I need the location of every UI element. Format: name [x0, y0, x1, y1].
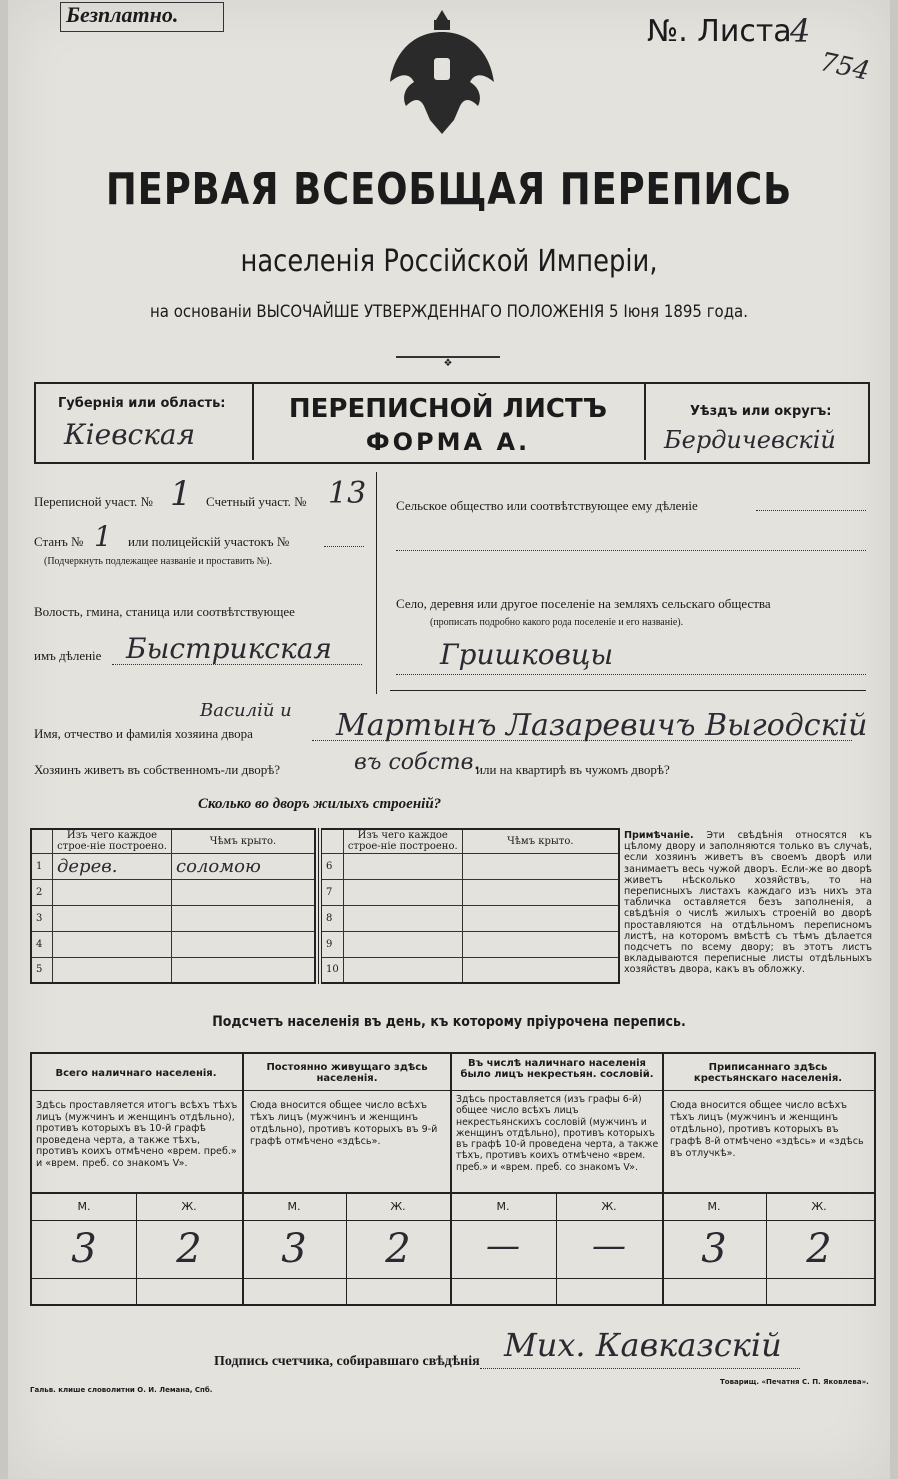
f-header: Ж. [390, 1200, 406, 1213]
col3-header: Въ числѣ наличнаго населенія было лицъ некрестьян. сословій. [460, 1058, 654, 1080]
buildings-note [624, 830, 872, 976]
roof-cell [462, 853, 619, 879]
roof-cell [462, 879, 619, 905]
row-number: 10 [320, 957, 343, 983]
basis-line: на основаніи ВЫСОЧАЙШЕ УТВЕРЖДЕННАГО ПОЛОЖЕНІЯ 5 Іюня 1895 года. [150, 302, 748, 322]
material-cell [343, 957, 462, 983]
gubernia-label: Губернія или область: [58, 396, 226, 411]
volost-label: Волость, гмина, станица или соотвѣтствующее [34, 604, 295, 619]
col2-m-value: 3 [281, 1226, 307, 1272]
sheet-number-value: 4 [790, 12, 811, 50]
row-number: 4 [31, 931, 53, 957]
selskoe-label: Сельское общество или соотвѣтствующее ему дѣленіе [396, 498, 698, 513]
population-title: Подсчетъ населенія въ день, къ которому пріурочена перепись. [212, 1014, 686, 1030]
m-header: М. [496, 1200, 510, 1213]
ornament: ❖ [396, 356, 500, 368]
note-text: Эти свѣдѣнія относятся къ цѣлому двору и заполняются только въ случаѣ, если хозяинъ живетъ въ своемъ дворѣ или занимаетъ весь чужой дворъ. Если-же во дворѣ живетъ нѣсколько хозяйствъ, то на переписныхъ листахъ каждаго изъ нихъ эта табличка оставляется безъ заполненія, а свѣдѣнія о числѣ жилыхъ строеній во дворѣ проставляются на отдѣльномъ переписномъ листѣ, на которомъ вмѣстѣ съ тѣмъ дѣлается подсчетъ по всему двору; въ этотъ листъ вкладываются переписные листы отдѣльныхъ хозяйствъ двора, какъ въ обложку. [624, 830, 872, 976]
col4-header: Приписаннаго здѣсь крестьянскаго населенія. [693, 1062, 843, 1084]
owner-or-label: или на квартирѣ въ чужомъ дворѣ? [476, 762, 670, 777]
stan-value: 1 [94, 520, 112, 553]
row-number: 2 [31, 879, 53, 905]
material-cell [343, 853, 462, 879]
m-header: М. [77, 1200, 91, 1213]
col3-f-value: — [592, 1226, 626, 1266]
signature-value: Мих. Кавказскій [504, 1326, 782, 1364]
underline-note: (Подчеркнуть подлежащее названіе и проставить №). [44, 556, 272, 567]
f-header: Ж. [811, 1200, 827, 1213]
col3-desc: Здѣсь проставляется (изъ графы 6-й) общее число всѣхъ лицъ некрестьянскихъ сословій (мужчинъ и женщинъ отдѣльно), противъ которыхъ въ графѣ 10-й проведена черта, а также тѣхъ, противъ коихъ отмѣчено «врем. преб.» и «врем. преб. со знакомъ V». [456, 1094, 659, 1173]
signature-label: Подпись счетчика, собиравшаго свѣдѣнія [214, 1354, 480, 1369]
roof-cell [172, 905, 316, 931]
row-number: 8 [320, 905, 343, 931]
roof-cell [462, 931, 619, 957]
material-cell: дерев. [53, 853, 172, 879]
roof-cell [172, 931, 316, 957]
row-number: 6 [320, 853, 343, 879]
uezd-label: Уѣздъ или округъ: [690, 404, 832, 419]
col-roof-header: Чѣмъ крыто. [462, 829, 619, 853]
col2-desc: Сюда вносится общее число всѣхъ тѣхъ лицъ (мужчинъ и женщинъ отдѣльно), противъ которыхъ въ 9-й графѣ отмѣчено «здѣсь». [250, 1100, 438, 1147]
volost-label-2: имъ дѣленіе [34, 648, 102, 663]
police-label: или полицейскій участокъ № [128, 534, 290, 549]
roof-cell [172, 957, 316, 983]
schetny-label: Счетный участ. № [206, 494, 307, 509]
material-cell [53, 931, 172, 957]
material-cell [53, 879, 172, 905]
main-title: ПЕРВАЯ ВСЕОБЩАЯ ПЕРЕПИСЬ [105, 164, 793, 215]
col4-desc: Сюда вносится общее число всѣхъ тѣхъ лицъ (мужчинъ и женщинъ отдѣльно), противъ которыхъ въ графѣ 8-й отмѣчено «здѣсь» и «здѣсь въ отлучкѣ». [670, 1100, 864, 1159]
form-title: ПЕРЕПИСНОЙ ЛИСТЪ [288, 394, 608, 424]
m-header: М. [707, 1200, 721, 1213]
col-material-header: Изъ чего каждое строе-ніе построено. [343, 829, 462, 853]
gubernia-value: Кіевская [64, 418, 196, 451]
col1-m-value: 3 [71, 1226, 97, 1272]
note-title: Примѣчаніе. [624, 830, 694, 841]
roof-cell [172, 879, 316, 905]
uezd-value: Бердичевскій [664, 426, 836, 454]
roof-cell [462, 905, 619, 931]
material-cell [53, 905, 172, 931]
material-cell [343, 879, 462, 905]
col1-header: Всего наличнаго населенія. [55, 1068, 217, 1079]
selo-value: Гришковцы [440, 638, 614, 671]
owner-name-value: Мартынъ Лазаревичъ Выгодскій [336, 708, 868, 743]
col-material-header: Изъ чего каждое строе-ніе построено. [53, 829, 172, 853]
row-number: 7 [320, 879, 343, 905]
selo-note: (прописать подробно какого рода поселеніе и его названіе). [430, 617, 684, 628]
volost-value: Быстрикская [126, 632, 332, 665]
owner-lives-label: Хозяинъ живетъ въ собственномъ-ли дворѣ? [34, 762, 281, 777]
col4-f-value: 2 [806, 1226, 832, 1272]
roof-cell: соломою [172, 853, 316, 879]
col2-header: Постоянно живущаго здѣсь населенія. [266, 1062, 428, 1084]
owner-name-prefix: Василій и [200, 700, 292, 721]
schetny-value: 13 [328, 476, 367, 511]
f-header: Ж. [181, 1200, 197, 1213]
row-number: 1 [31, 853, 53, 879]
imperial-eagle-icon [384, 2, 500, 144]
owner-lives-value: въ собств. [354, 750, 481, 775]
col3-m-value: — [486, 1226, 520, 1266]
buildings-question: Сколько во дворъ жилыхъ строеній? [198, 796, 442, 812]
buildings-table-left [30, 828, 316, 984]
row-number: 5 [31, 957, 53, 983]
form-name: ФОРМА А. [365, 428, 531, 456]
material-cell [343, 931, 462, 957]
col4-m-value: 3 [701, 1226, 727, 1272]
f-header: Ж. [601, 1200, 617, 1213]
row-number: 9 [320, 931, 343, 957]
corner-number: 754 [817, 47, 873, 87]
col2-f-value: 2 [385, 1226, 411, 1272]
sheet-number-label: №. Листа [647, 14, 792, 49]
perepis-uchast-label: Переписной участ. № [34, 494, 153, 509]
stan-label: Станъ № [34, 534, 84, 549]
footer-left: Гальв. клише словолитни О. И. Лемана, Спб. [30, 1386, 213, 1394]
m-header: М. [287, 1200, 301, 1213]
perepis-uchast-value: 1 [170, 474, 192, 514]
subtitle: населенія Россійской Имперіи, [240, 244, 658, 279]
roof-cell [462, 957, 619, 983]
material-cell [343, 905, 462, 931]
material-cell [53, 957, 172, 983]
footer-right: Товарищ. «Печатня С. П. Яковлева». [720, 1378, 869, 1386]
owner-name-label: Имя, отчество и фамилія хозяина двора [34, 726, 253, 741]
col-roof-header: Чѣмъ крыто. [172, 829, 316, 853]
col1-desc: Здѣсь проставляется итогъ всѣхъ тѣхъ лицъ (мужчинъ и женщинъ отдѣльно), противъ которыхъ въ 10-й графѣ проведена черта, а также тѣхъ, противъ коихъ отмѣчено «врем. преб.» и «врем. преб. со знакомъ V». [36, 1100, 238, 1169]
row-number: 3 [31, 905, 53, 931]
buildings-table-right [318, 828, 620, 984]
middle-divider [376, 472, 377, 694]
selo-label: Село, деревня или другое поселеніе на земляхъ сельскаго общества [396, 596, 771, 611]
free-label: Безплатно. [66, 2, 179, 27]
col1-f-value: 2 [176, 1226, 202, 1272]
